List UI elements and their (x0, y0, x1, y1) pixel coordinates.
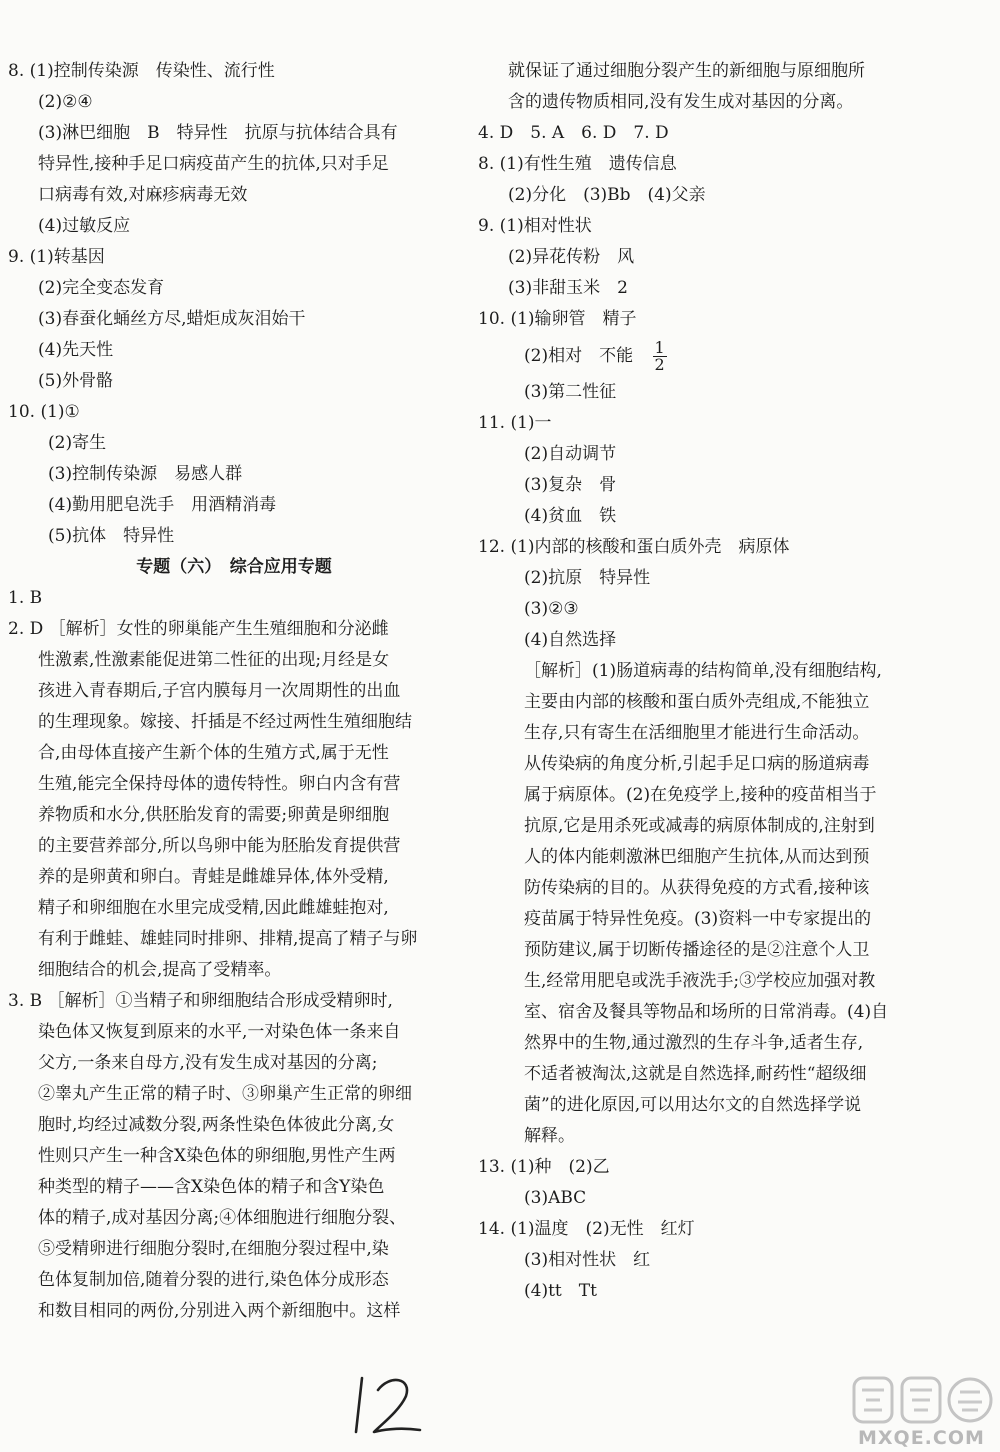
fraction-one-half (653, 340, 667, 373)
answer-line: 9. (1)相对性状 (478, 216, 592, 236)
answer-line: 14. (1)温度 (2)无性 红灯 (478, 1219, 695, 1239)
answer-line-q10-2 (478, 335, 940, 377)
answer-line: 疫苗属于特异性免疫。(3)资料一中专家提出的 (524, 909, 872, 929)
answer-line: (2)异花传粉 风 (508, 247, 635, 267)
answer-line: 室、宿舍及餐具等物品和场所的日常消毒。(4)自 (524, 1002, 889, 1022)
answer-line: (2)寄生 (48, 433, 107, 453)
answer-line: 生,经常用肥皂或洗手液洗手;③学校应加强对教 (524, 971, 876, 991)
answer-line: 养物质和水分,供胚胎发育的需要;卵黄是卵细胞 (38, 805, 390, 825)
answer-line: (4)勤用肥皂洗手 用酒精消毒 (48, 495, 277, 515)
answer-line: 口病毒有效,对麻疹病毒无效 (38, 185, 248, 205)
answer-line: (2)完全变态发育 (38, 278, 165, 298)
right-column-bottom (478, 377, 940, 1307)
answer-line: 然界中的生物,通过激烈的生存斗争,适者生存, (524, 1033, 864, 1053)
answer-line: 人的体内能刺激淋巴细胞产生抗体,从而达到预 (524, 847, 870, 867)
answer-line: 色体复制加倍,随着分裂的进行,染色体分成形态 (38, 1270, 389, 1290)
answer-line: (3)②③ (524, 599, 579, 619)
answer-line: (2)分化 (3)Bb (4)父亲 (508, 185, 706, 205)
answer-line: 9. (1)转基因 (8, 247, 105, 267)
answer-line: 13. (1)种 (2)乙 (478, 1157, 610, 1177)
answer-line: (3)淋巴细胞 B 特异性 抗原与抗体结合具有 (38, 123, 398, 143)
answer-line: (5)抗体 特异性 (48, 526, 175, 546)
answer-text: (2)相对 不能 (524, 346, 634, 366)
answer-line: 预防建议,属于切断传播途径的是②注意个人卫 (524, 940, 870, 960)
answer-line: 从传染病的角度分析,引起手足口病的肠道病毒 (524, 754, 870, 774)
left-column (8, 56, 460, 1327)
watermark-url: MXQE.COM (858, 1427, 985, 1449)
answer-line: 防传染病的目的。从获得免疫的方式看,接种该 (524, 878, 870, 898)
answer-line: 的主要营养部分,所以鸟卵中能为胚胎发育提供营 (38, 836, 401, 856)
answer-line: 10. (1)输卵管 精子 (478, 309, 637, 329)
answer-line: 的生理现象。嫁接、扦插是不经过两性生殖细胞结 (38, 712, 412, 732)
answer-line: 生殖,能完全保持母体的遗传特性。卵白内含有营 (38, 774, 401, 794)
answer-line: (3)相对性状 红 (524, 1250, 651, 1270)
answer-line: (2)抗原 特异性 (524, 568, 651, 588)
answer-line: (3)春蚕化蛹丝方尽,蜡炬成灰泪始干 (38, 309, 306, 329)
answer-line: (5)外骨骼 (38, 371, 114, 391)
answer-line: 细胞结合的机会,提高了受精率。 (38, 960, 282, 980)
fraction-denominator: 2 (654, 355, 665, 374)
answer-line: (4)过敏反应 (38, 216, 131, 236)
answer-line: 1. B (8, 588, 43, 608)
answer-line: 不适者被淘汰,这就是自然选择,耐药性“超级细 (524, 1064, 867, 1084)
section-heading: 专题（六） 综合应用专题 (136, 557, 332, 577)
answer-line: 3. B ［解析］①当精子和卵细胞结合形成受精卵时, (8, 991, 393, 1011)
answer-line: 就保证了通过细胞分裂产生的新细胞与原细胞所 (508, 61, 865, 81)
answer-line: 特异性,接种手足口病疫苗产生的抗体,只对手足 (38, 154, 389, 174)
answer-line: (3)ABC (524, 1188, 587, 1208)
answer-line: 体的精子,成对基因分离;④体细胞进行细胞分裂、 (38, 1208, 407, 1228)
answer-line: 养的是卵黄和卵白。青蛙是雌雄异体,体外受精, (38, 867, 389, 887)
answer-line: (3)控制传染源 易感人群 (48, 464, 243, 484)
answer-line: 菌”的进化原因,可以用达尔文的自然选择学说 (524, 1095, 862, 1115)
answer-line: 合,由母体直接产生新个体的生殖方式,属于无性 (38, 743, 389, 763)
answer-line: 12. (1)内部的核酸和蛋白质外壳 病原体 (478, 537, 790, 557)
answer-line: 4. D 5. A 6. D 7. D (478, 123, 669, 143)
answer-line: (3)第二性征 (524, 382, 617, 402)
answer-line: 生存,只有寄生在活细胞里才能进行生命活动。 (524, 723, 870, 743)
answer-line: 解释。 (524, 1126, 575, 1146)
answer-line: (3)非甜玉米 2 (508, 278, 628, 298)
answer-line: 父方,一条来自母方,没有发生成对基因的分离; (38, 1053, 378, 1073)
answer-line: 8. (1)控制传染源 传染性、流行性 (8, 61, 275, 81)
answer-line: 孩进入青春期后,子宫内膜每月一次周期性的出血 (38, 681, 401, 701)
answer-line: (2)自动调节 (524, 444, 617, 464)
answer-line: (4)先天性 (38, 340, 114, 360)
answer-line: 属于病原体。(2)在免疫学上,接种的疫苗相当于 (524, 785, 877, 805)
answer-line: ②睾丸产生正常的精子时、③卵巢产生正常的卵细 (38, 1084, 412, 1104)
answer-line: 10. (1)① (8, 402, 80, 422)
answer-line: (2)②④ (38, 92, 93, 112)
answer-line: (4)贫血 铁 (524, 506, 617, 526)
answer-line: 性激素,性激素能促进第二性征的出现;月经是女 (38, 650, 390, 670)
answer-line: 胞时,均经过减数分裂,两条性染色体彼此分离,女 (38, 1115, 395, 1135)
answer-line: 2. D ［解析］女性的卵巢能产生生殖细胞和分泌雌 (8, 619, 389, 639)
fraction-numerator: 1 (654, 338, 665, 357)
answer-line: 性则只产生一种含X染色体的卵细胞,男性产生两 (38, 1146, 396, 1166)
answer-line: ［解析］(1)肠道病毒的结构简单,没有细胞结构, (524, 661, 882, 681)
answer-line: 含的遗传物质相同,没有发生成对基因的分离。 (508, 92, 854, 112)
answer-line: 11. (1)一 (478, 413, 552, 433)
answer-line: 精子和卵细胞在水里完成受精,因此雌雄蛙抱对, (38, 898, 389, 918)
answer-line: 和数目相同的两份,分别进入两个新细胞中。这样 (38, 1301, 401, 1321)
answer-line: (4)自然选择 (524, 630, 617, 650)
answer-line: ⑤受精卵进行细胞分裂时,在细胞分裂过程中,染 (38, 1239, 389, 1259)
answer-line: 种类型的精子——含X染色体的精子和含Y染色 (38, 1177, 385, 1197)
answer-line: (3)复杂 骨 (524, 475, 617, 495)
right-column (478, 56, 940, 1307)
answer-line: 主要由内部的核酸和蛋白质外壳组成,不能独立 (524, 692, 870, 712)
answer-line: 染色体又恢复到原来的水平,一对染色体一条来自 (38, 1022, 401, 1042)
right-column-top (478, 56, 940, 335)
answer-line: 有利于雌蛙、雄蛙同时排卵、排精,提高了精子与卵 (38, 929, 418, 949)
answer-line: (4)tt Tt (524, 1281, 597, 1301)
answer-line: 8. (1)有性生殖 遗传信息 (478, 154, 677, 174)
answer-line: 抗原,它是用杀死或减毒的病原体制成的,注射到 (524, 816, 875, 836)
handwritten-page-number (340, 1368, 440, 1438)
